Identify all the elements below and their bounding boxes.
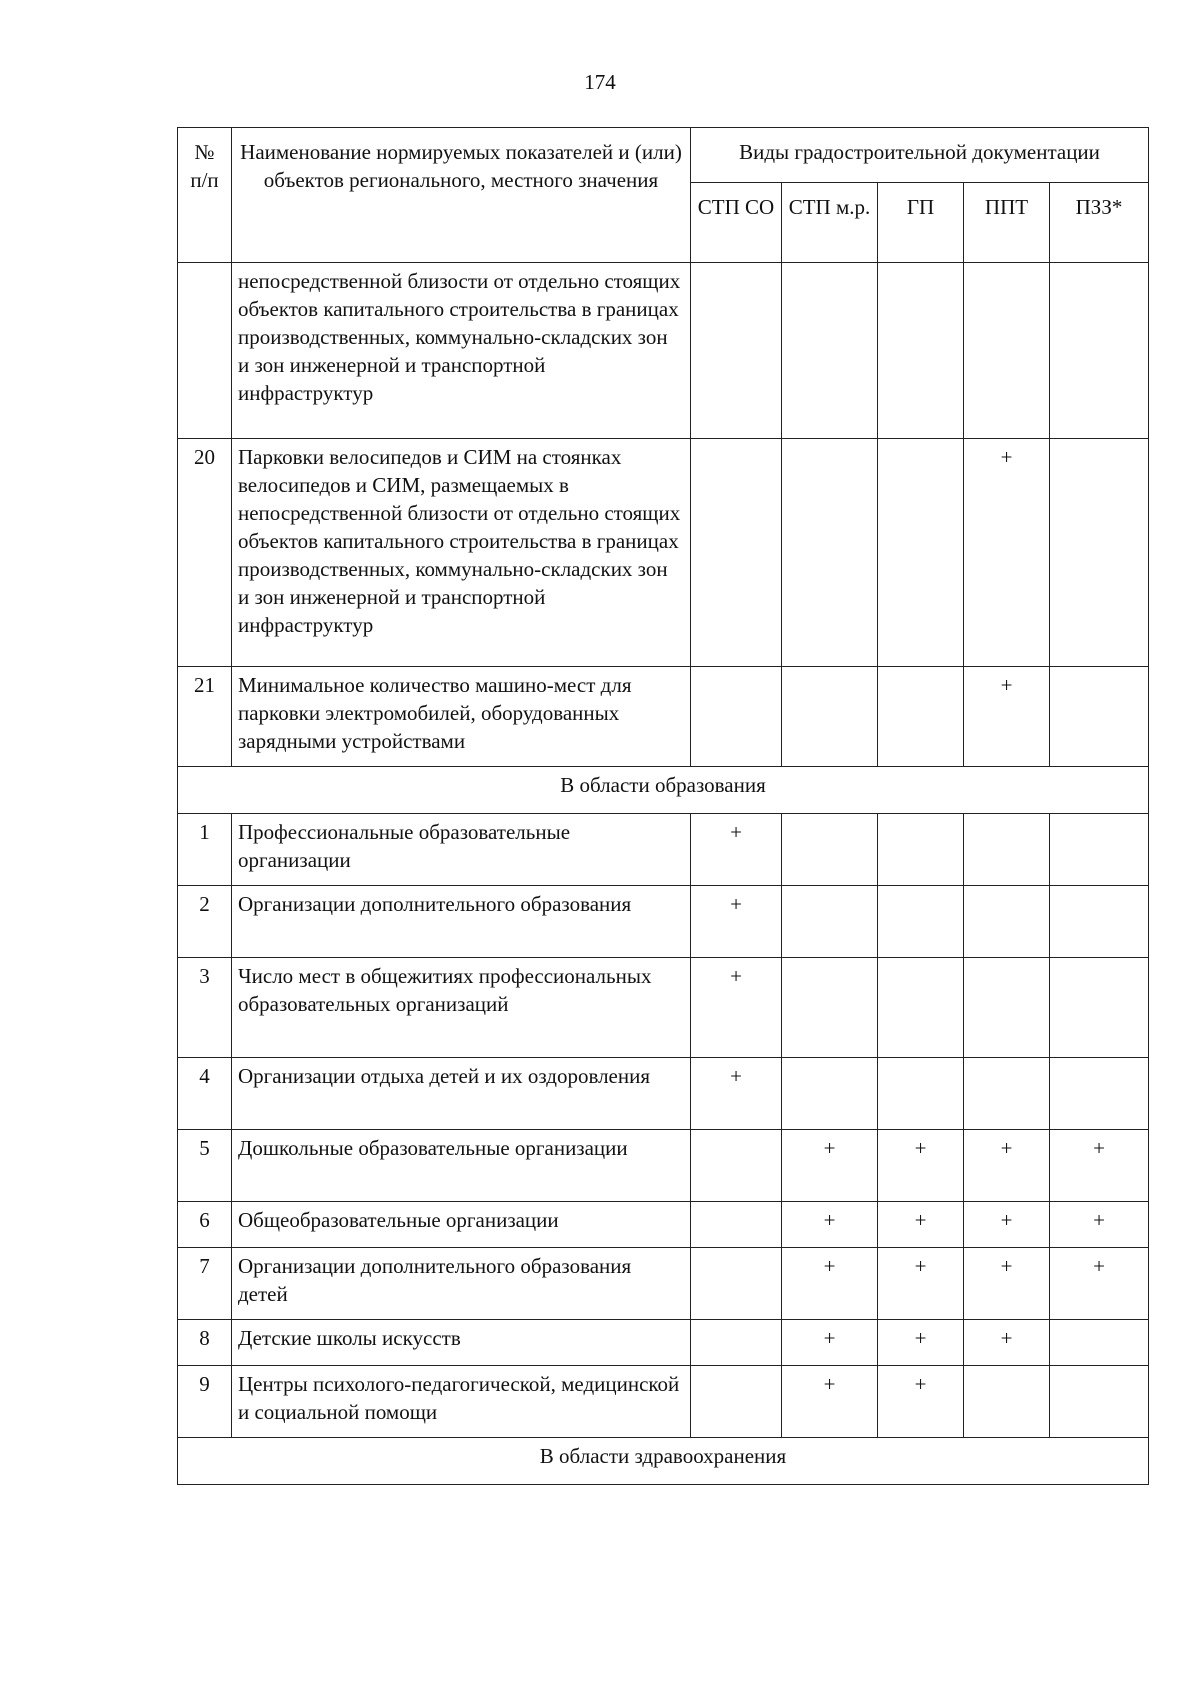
mark-ppt — [964, 1058, 1050, 1130]
mark-pzz: + — [1050, 1202, 1149, 1248]
mark-pzz — [1050, 667, 1149, 767]
row-name: непосредственной близости от отдельно стоящих объектов капитального строительства в границах производственных, коммунально-складских зон и зон инженерной и транспортной инфраструктур — [232, 263, 691, 439]
mark-gp — [878, 263, 964, 439]
table-row — [178, 958, 1149, 1058]
mark-stp-so — [691, 439, 782, 667]
mark-stp-so: + — [691, 958, 782, 1058]
row-name: Дошкольные образовательные организации — [232, 1130, 691, 1202]
mark-ppt: + — [964, 667, 1050, 767]
mark-gp — [878, 439, 964, 667]
mark-pzz — [1050, 1320, 1149, 1366]
row-number: 1 — [178, 814, 232, 886]
mark-ppt — [964, 814, 1050, 886]
mark-stp-mr: + — [782, 1248, 878, 1320]
mark-stp-mr: + — [782, 1202, 878, 1248]
header-doc-types: Виды градостроительной документации — [691, 128, 1149, 183]
header-col-pzz: ПЗЗ* — [1050, 183, 1149, 263]
row-name: Профессиональные образовательные организации — [232, 814, 691, 886]
mark-ppt: + — [964, 1320, 1050, 1366]
mark-pzz — [1050, 263, 1149, 439]
mark-stp-so — [691, 1130, 782, 1202]
row-name: Организации дополнительного образования — [232, 886, 691, 958]
mark-ppt — [964, 958, 1050, 1058]
table-body — [178, 128, 1149, 1485]
row-name: Парковки велосипедов и СИМ на стоянках велосипедов и СИМ, размещаемых в непосредственной близости от отдельно стоящих объектов капитального строительства в границах производственных, коммунально-складских зон и зон инженерной и транспортной инфраструктур — [232, 439, 691, 667]
mark-gp — [878, 958, 964, 1058]
header-col-stp-mr: СТП м.р. — [782, 183, 878, 263]
header-col-ppt: ППТ — [964, 183, 1050, 263]
row-number: 7 — [178, 1248, 232, 1320]
mark-stp-mr — [782, 263, 878, 439]
standards-table — [177, 127, 1149, 1485]
row-name: Минимальное количество машино-мест для парковки электромобилей, оборудованных зарядными устройствами — [232, 667, 691, 767]
header-num: № п/п — [178, 128, 232, 263]
mark-pzz — [1050, 439, 1149, 667]
row-number: 3 — [178, 958, 232, 1058]
mark-stp-so — [691, 667, 782, 767]
mark-gp — [878, 814, 964, 886]
mark-gp — [878, 1058, 964, 1130]
row-number — [178, 263, 232, 439]
row-number: 2 — [178, 886, 232, 958]
mark-pzz: + — [1050, 1248, 1149, 1320]
table-row — [178, 814, 1149, 886]
mark-gp — [878, 667, 964, 767]
table-row — [178, 1202, 1149, 1248]
row-number: 21 — [178, 667, 232, 767]
mark-stp-mr: + — [782, 1320, 878, 1366]
mark-stp-so — [691, 1248, 782, 1320]
mark-gp — [878, 886, 964, 958]
row-name: Число мест в общежитиях профессиональных образовательных организаций — [232, 958, 691, 1058]
row-name: Общеобразовательные организации — [232, 1202, 691, 1248]
header-row — [178, 128, 1149, 183]
section-title: В области образования — [178, 767, 1149, 814]
page-number: 174 — [584, 70, 616, 94]
mark-pzz — [1050, 1058, 1149, 1130]
mark-stp-mr — [782, 1058, 878, 1130]
mark-ppt: + — [964, 439, 1050, 667]
mark-stp-mr: + — [782, 1366, 878, 1438]
mark-stp-mr — [782, 667, 878, 767]
mark-gp: + — [878, 1366, 964, 1438]
row-name: Организации дополнительного образования детей — [232, 1248, 691, 1320]
mark-stp-mr — [782, 958, 878, 1058]
mark-stp-so: + — [691, 1058, 782, 1130]
mark-stp-so: + — [691, 814, 782, 886]
mark-ppt: + — [964, 1202, 1050, 1248]
table-row — [178, 1130, 1149, 1202]
section-row — [178, 767, 1149, 814]
mark-stp-mr — [782, 886, 878, 958]
mark-pzz: + — [1050, 1130, 1149, 1202]
row-name: Организации отдыха детей и их оздоровления — [232, 1058, 691, 1130]
header-name: Наименование нормируемых показателей и (или) объектов регионального, местного значения — [232, 128, 691, 263]
mark-ppt — [964, 263, 1050, 439]
header-col-gp: ГП — [878, 183, 964, 263]
mark-stp-so — [691, 1320, 782, 1366]
mark-ppt: + — [964, 1248, 1050, 1320]
row-name: Центры психолого-педагогической, медицинской и социальной помощи — [232, 1366, 691, 1438]
mark-gp: + — [878, 1320, 964, 1366]
table-row — [178, 667, 1149, 767]
table-row — [178, 263, 1149, 439]
table-row — [178, 1320, 1149, 1366]
row-number: 9 — [178, 1366, 232, 1438]
row-number: 4 — [178, 1058, 232, 1130]
row-number: 8 — [178, 1320, 232, 1366]
table-row — [178, 1366, 1149, 1438]
mark-pzz — [1050, 814, 1149, 886]
table-row — [178, 439, 1149, 667]
mark-stp-so — [691, 1366, 782, 1438]
table-row — [178, 1248, 1149, 1320]
mark-ppt: + — [964, 1130, 1050, 1202]
mark-stp-mr — [782, 814, 878, 886]
mark-ppt — [964, 1366, 1050, 1438]
mark-gp: + — [878, 1130, 964, 1202]
mark-ppt — [964, 886, 1050, 958]
row-number: 6 — [178, 1202, 232, 1248]
mark-pzz — [1050, 1366, 1149, 1438]
header-col-stp-so: СТП СО — [691, 183, 782, 263]
row-number: 5 — [178, 1130, 232, 1202]
row-number: 20 — [178, 439, 232, 667]
mark-pzz — [1050, 886, 1149, 958]
mark-stp-so: + — [691, 886, 782, 958]
mark-gp: + — [878, 1248, 964, 1320]
section-title: В области здравоохранения — [178, 1438, 1149, 1485]
mark-gp: + — [878, 1202, 964, 1248]
table-row — [178, 886, 1149, 958]
section-row — [178, 1438, 1149, 1485]
mark-pzz — [1050, 958, 1149, 1058]
mark-stp-mr — [782, 439, 878, 667]
table-row — [178, 1058, 1149, 1130]
mark-stp-so — [691, 263, 782, 439]
mark-stp-mr: + — [782, 1130, 878, 1202]
row-name: Детские школы искусств — [232, 1320, 691, 1366]
mark-stp-so — [691, 1202, 782, 1248]
